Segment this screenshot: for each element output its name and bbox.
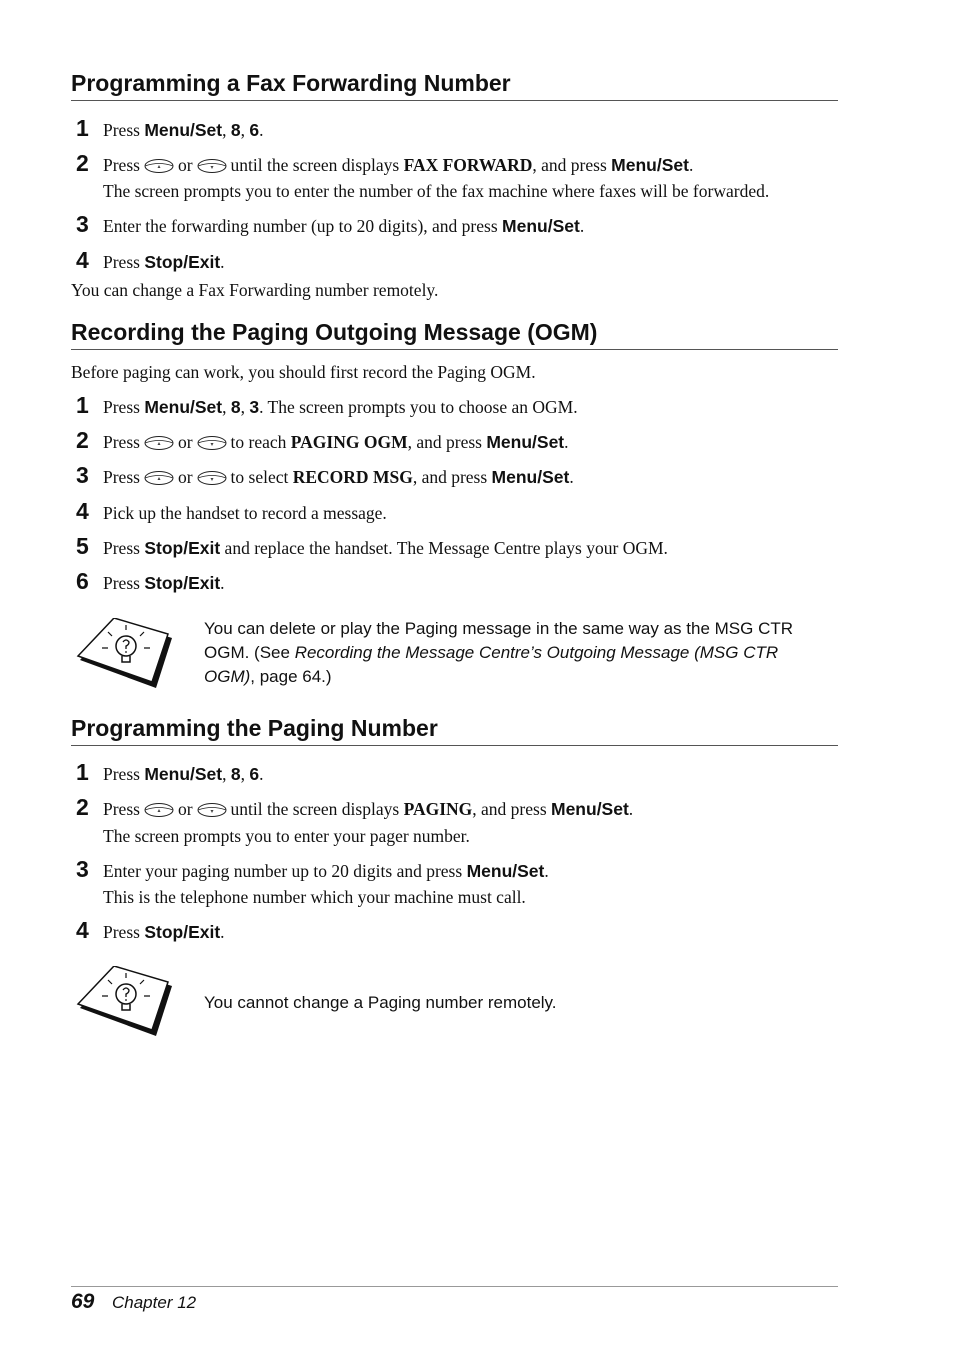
step-number: 1	[76, 392, 89, 418]
intro-text: Before paging can work, you should first record the Paging OGM.	[71, 362, 536, 382]
step-text-continued: The screen prompts you to enter your pager number.	[103, 826, 470, 846]
step-text: Pick up the handset to record a message.	[103, 503, 387, 523]
section-heading-paging-ogm: Recording the Paging Outgoing Message (OGM)	[71, 319, 838, 350]
step-text: Press Menu/Set, 8, 6.	[103, 120, 264, 140]
footer-divider	[71, 1286, 838, 1287]
down-arrow-key-icon	[197, 158, 227, 174]
down-arrow-key-icon	[197, 435, 227, 451]
body-text: You can change a Fax Forwarding number remotely.	[71, 280, 439, 300]
step-number: 4	[76, 247, 89, 273]
step-number: 2	[76, 427, 89, 453]
step-number: 2	[76, 150, 89, 176]
lightbulb-note-icon	[76, 966, 174, 1038]
up-arrow-key-icon	[144, 435, 174, 451]
note-text: You can delete or play the Paging message in the same way as the MSG CTR OGM. (See Recording the Message Centre’s Outgoing Message (MSG CTR OGM), page 64.)	[204, 619, 794, 686]
chapter-label: Chapter 12	[112, 1293, 197, 1312]
step-number: 1	[76, 115, 89, 141]
step-text: Press Menu/Set, 8, 6.	[103, 764, 264, 784]
step-text: Press or until the screen displays FAX FORWARD, and press Menu/Set.	[103, 155, 694, 175]
step-number: 1	[76, 759, 89, 785]
page-number: 69	[71, 1290, 95, 1313]
step-text: Press or to select RECORD MSG, and press Menu/Set.	[103, 467, 574, 487]
step-text: Press Stop/Exit.	[103, 573, 225, 593]
step-number: 3	[76, 462, 89, 488]
step-number: 6	[76, 568, 89, 594]
up-arrow-key-icon	[144, 802, 174, 818]
step-text: Press or until the screen displays PAGING, and press Menu/Set.	[103, 799, 634, 819]
down-arrow-key-icon	[197, 470, 227, 486]
step-text: Press Stop/Exit.	[103, 252, 225, 272]
lightbulb-note-icon	[76, 618, 174, 690]
section-heading-paging-number: Programming the Paging Number	[71, 715, 838, 746]
section-heading-fax-forwarding: Programming a Fax Forwarding Number	[71, 70, 838, 101]
up-arrow-key-icon	[144, 158, 174, 174]
step-text: Press or to reach PAGING OGM, and press Menu/Set.	[103, 432, 569, 452]
step-text-continued: This is the telephone number which your machine must call.	[103, 887, 526, 907]
step-text: Press Stop/Exit and replace the handset. The Message Centre plays your OGM.	[103, 538, 668, 558]
up-arrow-key-icon	[144, 470, 174, 486]
step-number: 5	[76, 533, 89, 559]
step-number: 2	[76, 794, 89, 820]
step-number: 4	[76, 917, 89, 943]
step-text: Enter the forwarding number (up to 20 digits), and press Menu/Set.	[103, 216, 585, 236]
step-number: 4	[76, 498, 89, 524]
down-arrow-key-icon	[197, 802, 227, 818]
step-text-continued: The screen prompts you to enter the number of the fax machine where faxes will be forwarded.	[103, 181, 770, 201]
step-number: 3	[76, 856, 89, 882]
step-text: Press Stop/Exit.	[103, 922, 225, 942]
note-text: You cannot change a Paging number remotely.	[204, 993, 557, 1012]
step-text: Press Menu/Set, 8, 3. The screen prompts you to choose an OGM.	[103, 397, 578, 417]
step-text: Enter your paging number up to 20 digits and press Menu/Set.	[103, 861, 549, 881]
step-number: 3	[76, 211, 89, 237]
